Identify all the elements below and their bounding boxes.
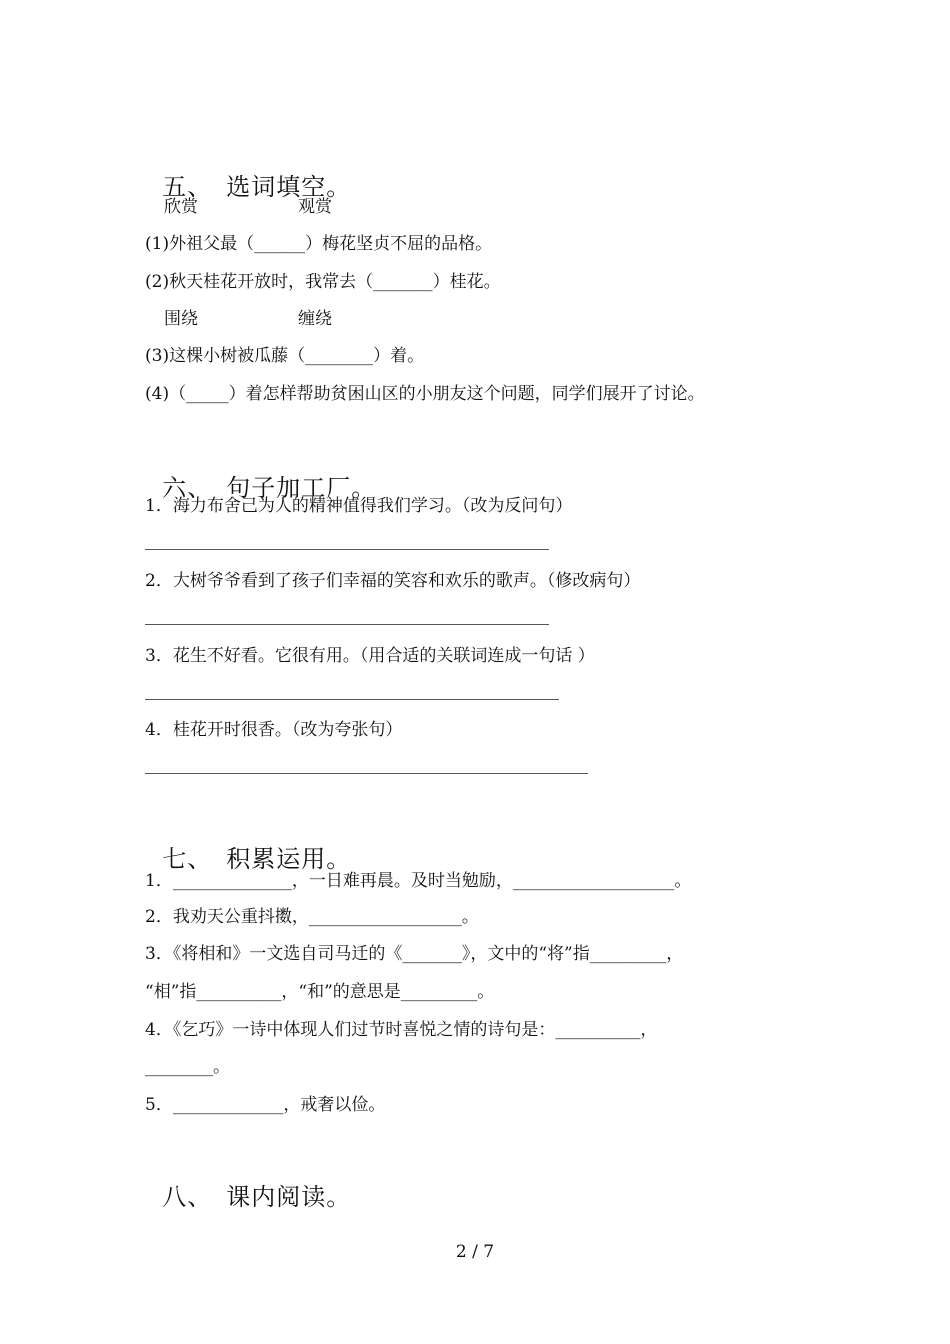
section-heading-7 bbox=[145, 814, 351, 874]
word-choice: 欣赏 bbox=[164, 197, 198, 217]
section-number: 五、 bbox=[162, 173, 213, 201]
accumulation-item: “相”指__________，“和”的意思是_________。 bbox=[145, 982, 495, 1002]
section-title: 课内阅读。 bbox=[226, 1183, 352, 1211]
word-choice: 观赏 bbox=[298, 197, 332, 217]
word-choice: 缠绕 bbox=[298, 309, 332, 329]
fill-blank-question: (1)外祖父最（______）梅花坚贞不屈的品格。 bbox=[145, 234, 493, 254]
fill-blank-question: (2)秋天桂花开放时，我常去（_______）桂花。 bbox=[145, 272, 501, 292]
section-heading-5 bbox=[145, 142, 351, 202]
accumulation-item: 1．______________，一日难再晨。及时当勉励，___________________。 bbox=[145, 871, 692, 891]
section-number: 七、 bbox=[162, 845, 213, 873]
accumulation-item: 2．我劝天公重抖擞，__________________。 bbox=[145, 907, 479, 927]
section-number: 六、 bbox=[162, 474, 213, 502]
sentence-task: 4．桂花开时很香。（改为夸张句） bbox=[145, 720, 403, 740]
sentence-task: 1．海力布舍己为人的精神值得我们学习。（改为反问句） bbox=[145, 496, 573, 516]
sentence-task: 2．大树爷爷看到了孩子们幸福的笑容和欢乐的歌声。（修改病句） bbox=[145, 571, 641, 591]
answer-line bbox=[145, 549, 549, 550]
answer-line bbox=[145, 624, 549, 625]
accumulation-item: 5．_____________，戒奢以俭。 bbox=[145, 1095, 386, 1115]
section-title: 积累运用。 bbox=[226, 845, 352, 873]
accumulation-item: 3．《将相和》一文选自司马迁的《_______》，文中的“将”指_________， bbox=[145, 944, 684, 964]
answer-line bbox=[145, 699, 559, 700]
answer-line bbox=[145, 773, 588, 774]
section-number: 八、 bbox=[162, 1183, 213, 1211]
sentence-task: 3．花生不好看。它很有用。（用合适的关联词连成一句话 ） bbox=[145, 646, 595, 666]
section-heading-8 bbox=[145, 1152, 351, 1212]
section-title: 句子加工厂。 bbox=[226, 474, 377, 502]
accumulation-item: 4．《乞巧》一诗中体现人们过节时喜悦之情的诗句是：__________， bbox=[145, 1020, 658, 1040]
word-choice: 围绕 bbox=[164, 309, 198, 329]
section-title: 选词填空。 bbox=[226, 173, 352, 201]
page-number: 2 / 7 bbox=[455, 1242, 495, 1262]
accumulation-item: ________。 bbox=[145, 1057, 230, 1077]
fill-blank-question: (3)这棵小树被瓜藤（________）着。 bbox=[145, 346, 425, 366]
fill-blank-question: (4)（_____）着怎样帮助贫困山区的小朋友这个问题，同学们展开了讨论。 bbox=[145, 384, 705, 404]
